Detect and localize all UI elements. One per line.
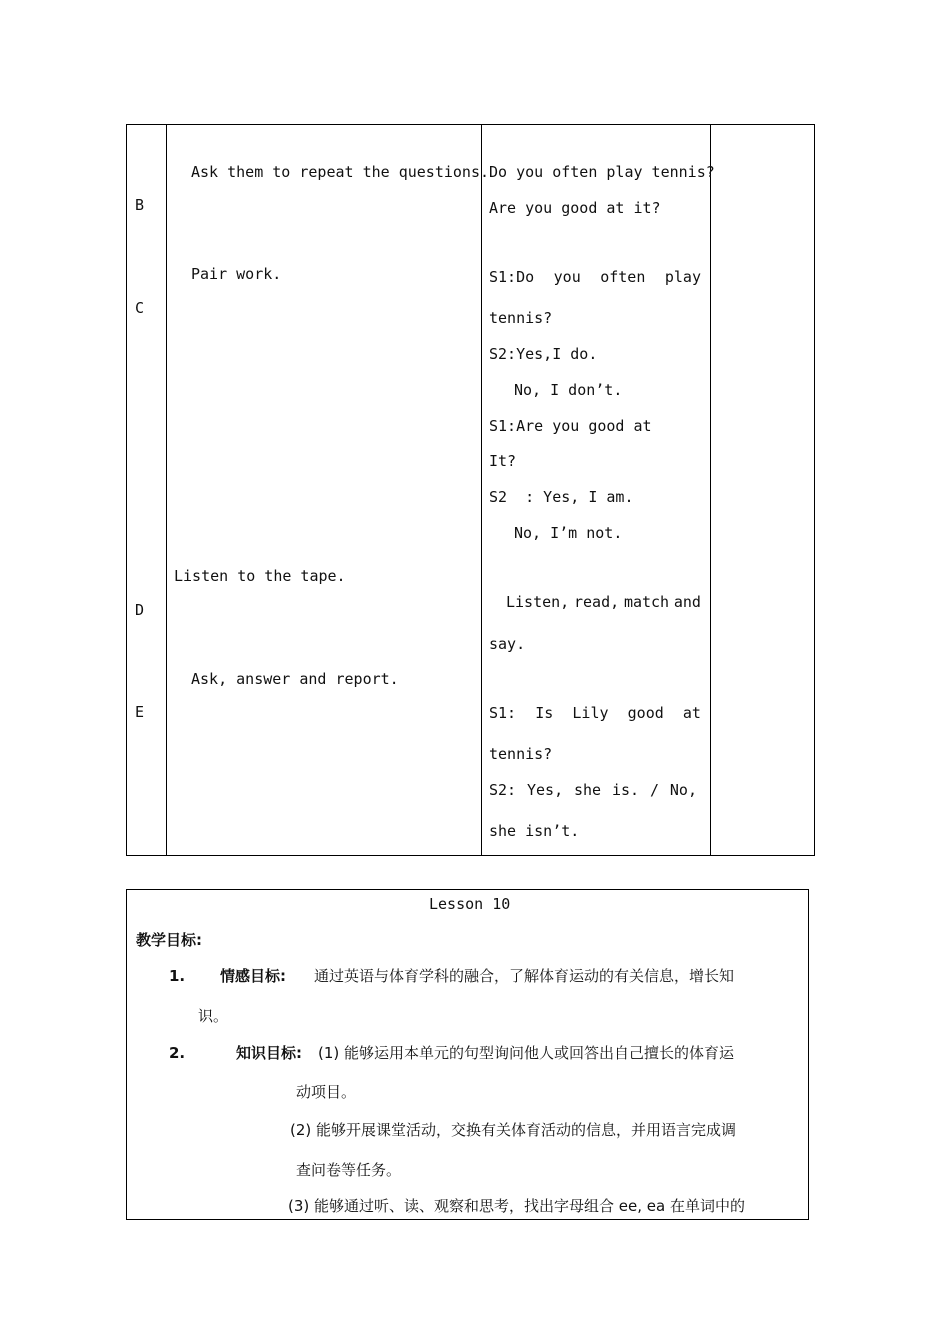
item-text: (3) 能够通过听、读、观察和思考，找出字母组合 ee, ea 在单词中的 [288,1197,745,1215]
dialogue-line: tennis? [489,745,553,763]
word: read, [574,593,620,611]
dialogue-line: S2 : Yes, I am. [489,488,634,506]
teacher-activity: Pair work. [191,265,282,283]
step-letter: E [135,703,145,721]
item-label: 情感目标: [220,967,286,985]
word: match [623,593,670,611]
item-text: 识。 [198,1007,229,1025]
objectives-heading: 教学目标: [136,931,202,949]
dialogue-line: S1:Are you good at [489,417,652,435]
item-number: 1. [169,967,186,985]
dialogue-line: tennis? [489,309,553,327]
dialogue-line [489,268,701,286]
item-text: 查问卷等任务。 [296,1161,402,1179]
item-number: 2. [169,1044,186,1062]
dialogue-line [489,704,701,722]
word: often [600,268,646,286]
dialogue-line: say. [489,635,526,653]
word: / [649,781,659,799]
word: S1: [489,704,517,722]
lesson-steps-table [126,124,815,856]
word: play [664,268,701,286]
step-letter: C [135,299,145,317]
dialogue-line: No, I’m not. [514,524,623,542]
dialogue-line: S2:Yes,I do. [489,345,598,363]
dialogue-line: Are you good at it? [489,199,661,217]
column-divider [710,125,711,855]
item-text: 通过英语与体育学科的融合，了解体育运动的有关信息，增长知 [314,967,735,985]
dialogue-line: No, I don’t. [514,381,623,399]
word: good [627,704,664,722]
step-letter: D [135,601,145,619]
teacher-activity: Listen to the tape. [174,567,346,585]
dialogue-line [489,781,697,799]
word: you [553,268,581,286]
word: S2: [489,781,517,799]
teacher-activity: Ask them to repeat the questions. [191,163,490,181]
word: is. [611,781,640,799]
word: she [574,781,602,799]
item-text: 动项目。 [296,1083,357,1101]
table-bottom-border [126,1219,809,1220]
item-text: (1) 能够运用本单元的句型询问他人或回答出自己擅长的体育运 [318,1044,735,1062]
column-divider [166,125,167,855]
word: No, [669,781,697,799]
column-divider [481,125,482,855]
item-label: 知识目标: [236,1044,302,1062]
word: S1:Do [489,268,535,286]
dialogue-line: she isn’t. [489,822,580,840]
word: and [673,593,701,611]
dialogue-line: Do you often play tennis? [489,163,715,181]
item-text: (2) 能够开展课堂活动，交换有关体育活动的信息，并用语言完成调 [290,1121,737,1139]
word: Is [535,704,554,722]
step-letter: B [135,196,145,214]
dialogue-line [506,593,701,611]
dialogue-line: It? [489,452,517,470]
word: at [682,704,701,722]
lesson-title: Lesson 10 [429,895,511,913]
word: Listen, [506,593,570,611]
teacher-activity: Ask, answer and report. [191,670,399,688]
word: Lily [572,704,609,722]
word: Yes, [526,781,564,799]
